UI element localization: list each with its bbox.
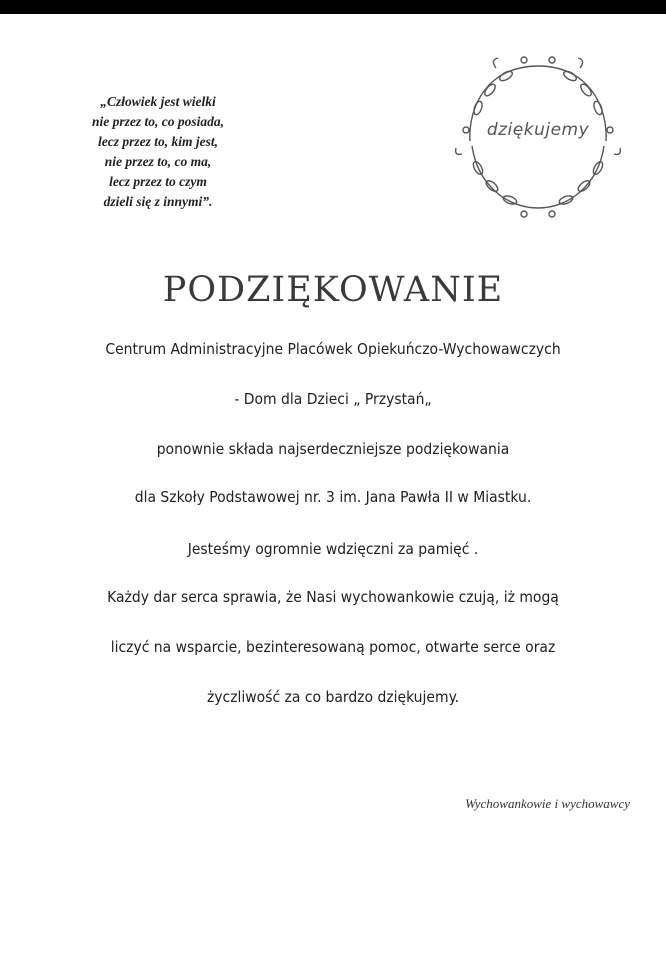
body-line: Jesteśmy ogromnie wdzięczni za pamięć . xyxy=(187,540,479,558)
quote-line: lecz przez to, kim jest, xyxy=(98,134,218,149)
page-title: PODZIĘKOWANIE xyxy=(162,270,504,310)
quote-line: nie przez to, co posiada, xyxy=(91,114,224,129)
body-line: dla Szkoły Podstawowej nr. 3 im. Jana Pawła II w Miastku. xyxy=(134,488,532,506)
wreath-label: dziękujemy xyxy=(486,120,590,140)
quote-line: lecz przez to czym xyxy=(109,174,207,189)
top-dark-bar xyxy=(0,0,666,14)
body-line: Centrum Administracyjne Placówek Opiekuńczo-Wychowawczych xyxy=(105,340,561,358)
quote-line: nie przez to, co ma, xyxy=(104,154,212,169)
quote-block xyxy=(48,92,268,212)
body-line: życzliwość za co bardzo dziękujemy. xyxy=(206,688,460,706)
body-line: Każdy dar serca sprawia, że Nasi wychowankowie czują, iż mogą xyxy=(107,588,559,606)
body-line: liczyć na wsparcie, bezinteresowaną pomoc, otwarte serce oraz xyxy=(110,638,556,656)
quote-line: „Człowiek jest wielki xyxy=(100,94,216,109)
signature: Wychowankowie i wychowawcy xyxy=(465,796,630,811)
body-line: - Dom dla Dzieci „ Przystań„ xyxy=(234,390,432,408)
body-line: ponownie składa najserdeczniejsze podziękowania xyxy=(156,440,510,458)
quote-line: dzieli się z innymi”. xyxy=(103,194,213,209)
